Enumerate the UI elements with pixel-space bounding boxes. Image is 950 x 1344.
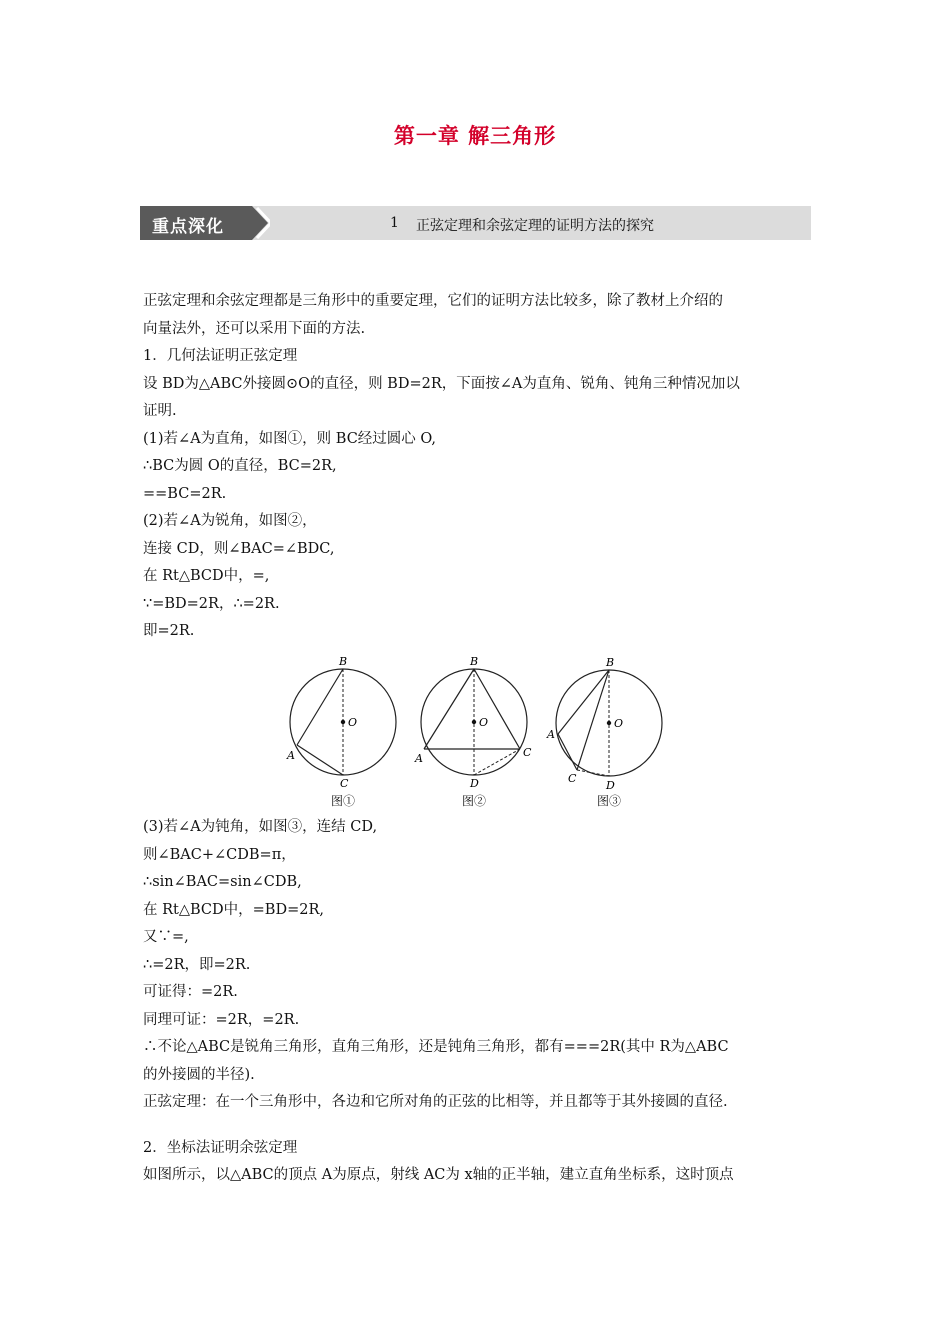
paragraph: 如图所示，以△ABC的顶点 A为原点，射线 AC为 x轴的正半轴，建立直角坐标系，这时顶点 <box>143 1167 734 1183</box>
point-label: O <box>479 716 489 729</box>
paragraph: ∵=BD=2R，∴=2R. <box>143 595 280 612</box>
paragraph: ∴sin∠BAC=sin∠CDB, <box>143 874 302 890</box>
paragraph: 同理可证：=2R，=2R. <box>143 1011 300 1028</box>
paragraph: 2．坐标法证明余弦定理 <box>143 1139 298 1156</box>
point-label: C <box>568 772 577 785</box>
paragraph: 的外接圆的半径). <box>143 1066 255 1083</box>
figure-2-caption: 图② <box>461 794 486 808</box>
paragraph: 正弦定理和余弦定理都是三角形中的重要定理，它们的证明方法比较多，除了教材上介绍的 <box>143 293 723 309</box>
point-label: A <box>287 749 295 762</box>
paragraph: 则∠BAC+∠CDB=π， <box>143 846 296 863</box>
point-label: D <box>606 779 615 792</box>
section-title: 正弦定理和余弦定理的证明方法的探究 <box>416 218 654 234</box>
point-label: C <box>340 777 349 790</box>
paragraph: 在 Rt△BCD中，=BD=2R, <box>143 901 324 918</box>
paragraph: ∴=2R，即=2R. <box>143 956 251 973</box>
paragraph: ==BC=2R. <box>143 485 227 502</box>
paragraph: 即=2R. <box>143 623 195 639</box>
figure-3-diagram <box>546 652 676 792</box>
point-label: A <box>415 752 423 765</box>
paragraph: 可证得：=2R. <box>143 984 238 1000</box>
paragraph: 在 Rt△BCD中，=, <box>143 568 270 584</box>
paragraph: (2)若∠A为锐角，如图②， <box>143 513 317 529</box>
paragraph: 又∵=, <box>143 929 189 945</box>
paragraph: ∴BC为圆 O的直径，BC=2R, <box>143 458 337 474</box>
point-label: A <box>547 728 555 741</box>
point-label: O <box>614 717 624 730</box>
figure-1-caption: 图① <box>330 794 355 808</box>
paragraph: 连接 CD，则∠BAC=∠BDC, <box>143 540 335 557</box>
point-label: C <box>523 746 532 759</box>
paragraph: (1)若∠A为直角，如图①，则 BC经过圆心 O, <box>143 430 437 447</box>
section-banner <box>140 206 811 240</box>
paragraph: 证明. <box>143 403 177 419</box>
figures <box>280 652 680 812</box>
point-label: D <box>470 777 479 790</box>
body-bottom <box>143 814 813 1190</box>
chapter-title: 第一章 解三角形 <box>393 124 557 148</box>
body-top <box>143 288 813 646</box>
point-label: B <box>339 655 348 668</box>
section-tag <box>140 206 268 240</box>
point-label: O <box>348 716 358 729</box>
section-number: 1 <box>390 215 399 231</box>
point-label: B <box>606 656 615 669</box>
paragraph: (3)若∠A为钝角，如图③，连结 CD, <box>143 819 378 835</box>
paragraph: ∴不论△ABC是锐角三角形，直角三角形，还是钝角三角形，都有===2R(其中 R为△ABC <box>143 1039 729 1055</box>
point-label: B <box>470 655 479 668</box>
figure-1-diagram <box>280 652 410 792</box>
paragraph: 向量法外，还可以采用下面的方法. <box>143 320 366 337</box>
paragraph: 设 BD为△ABC外接圆⊙O的直径，则 BD=2R，下面按∠A为直角、锐角、钝角三种情况加以 <box>143 375 740 392</box>
figure-3-caption: 图③ <box>596 794 621 808</box>
section-tag-label: 重点深化 <box>152 217 224 237</box>
paragraph: 1．几何法证明正弦定理 <box>143 348 298 364</box>
figure-2-diagram <box>413 652 543 792</box>
paragraph: 正弦定理：在一个三角形中，各边和它所对角的正弦的比相等，并且都等于其外接圆的直径. <box>143 1094 728 1110</box>
